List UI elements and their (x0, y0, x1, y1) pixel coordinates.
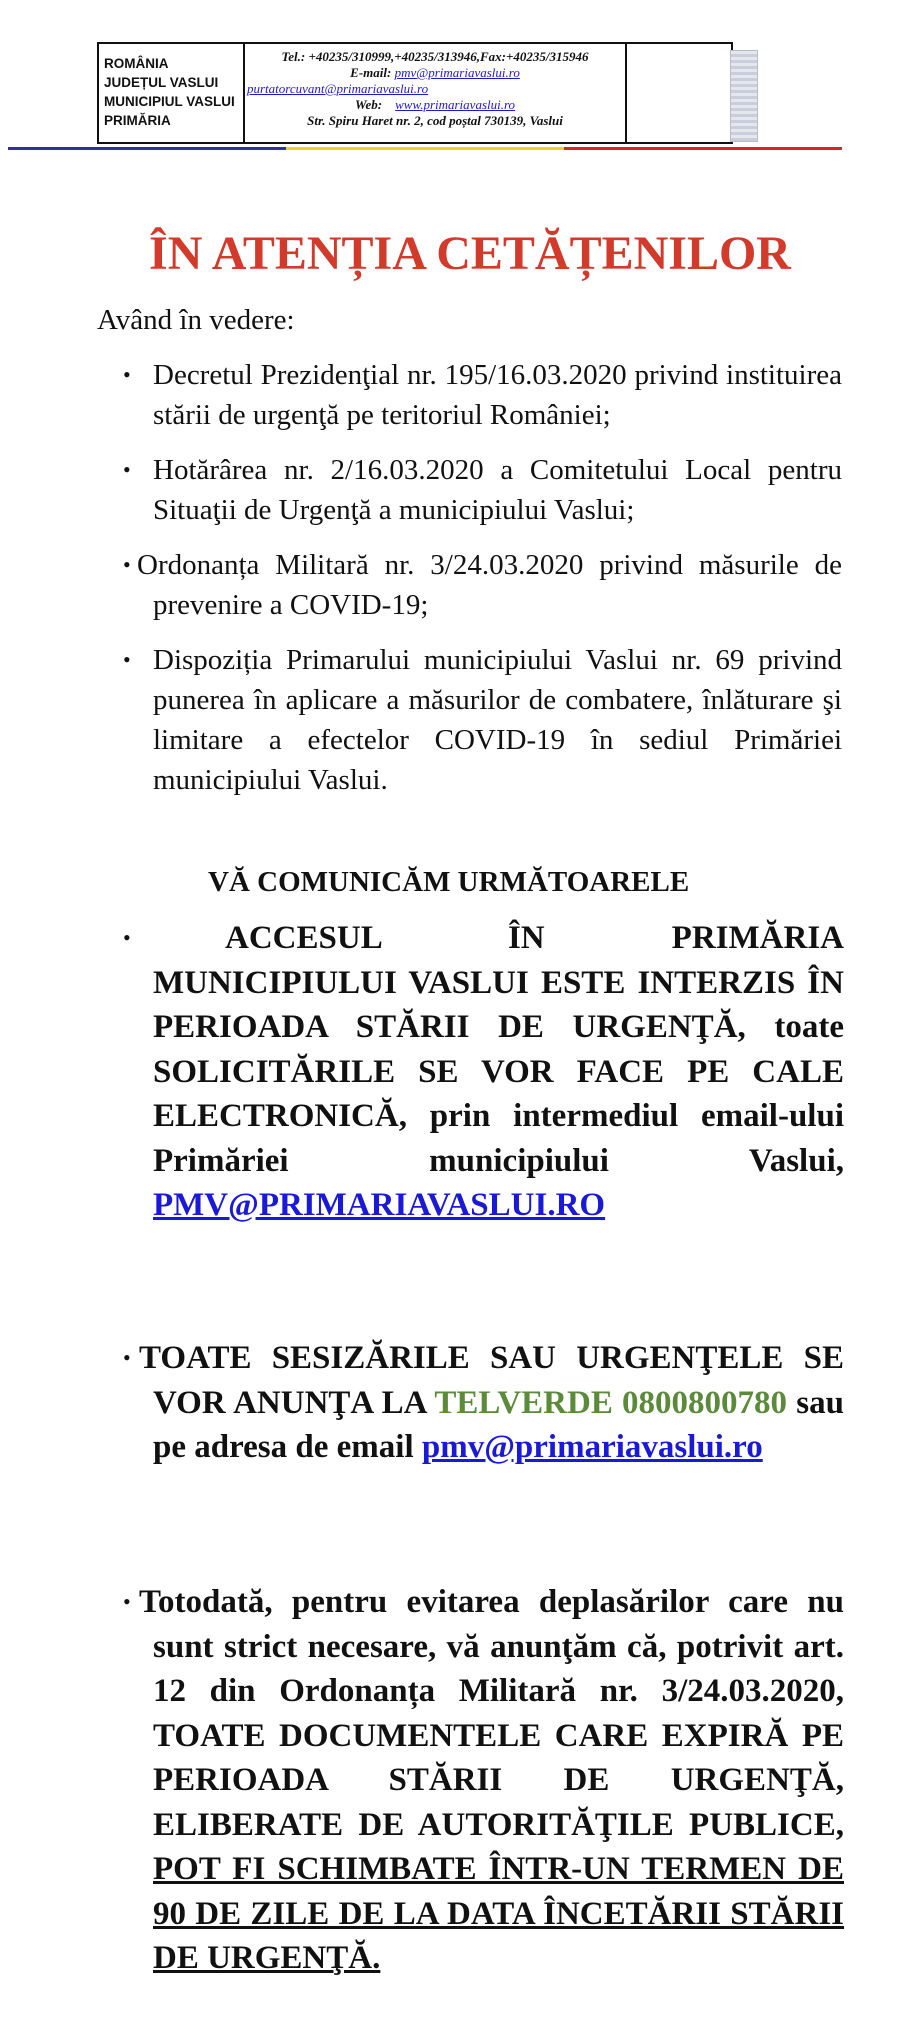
email-link[interactable]: pmv@primariavaslui.ro (394, 65, 520, 80)
email-label: E-mail: (350, 65, 392, 80)
intro-text: Având în vedere: (97, 304, 295, 336)
bullet-icon: • (123, 457, 131, 482)
documents-validity-underlined: POT FI SCHIMBATE ÎNTR-UN TERMEN DE 90 DE ZILE DE LA DATA ÎNCETĂRII STĂRII DE URGENŢĂ. (153, 1851, 844, 1976)
page-title: ÎN ATENȚIA CETĂȚENILOR (149, 227, 791, 280)
notice-emergencies: • TOATE SESIZĂRILE SAU URGENŢELE SE VOR ANUNŢA LA TELVERDE 0800800780 sau pe adresa de email pmv@primariavaslui.ro (0, 1336, 902, 1470)
section-heading: VĂ COMUNICĂM URMĂTOARELE (208, 866, 690, 898)
municipality-line: MUNICIPIUL VASLUI (104, 94, 235, 109)
considerations-list (0, 355, 902, 815)
bullet-icon: • (123, 1589, 131, 1614)
letterhead-empty-cell (627, 44, 731, 142)
phone-fax-line: Tel.: +40235/310999,+40235/313946,Fax:+40235/315946 (281, 49, 589, 64)
country-line: ROMÂNIA (104, 56, 169, 71)
bullet-icon: • (123, 1345, 131, 1370)
hotline-number[interactable]: TELVERDE 0800800780 (434, 1384, 788, 1421)
bullet-icon: • (123, 362, 131, 387)
web-line (245, 97, 625, 113)
list-item: • Ordonanța Militară nr. 3/24.03.2020 privind măsurile de prevenire a COVID-19; (0, 545, 902, 625)
notice-access-restriction: • ACCESUL ÎN PRIMĂRIA MUNICIPIULUI VASLUI ESTE INTERZIS ÎN PERIOADA STĂRII DE URGENŢĂ, toate SOLICITĂRILE SE VOR FACE PE CALE ELECTRONICĂ, prin intermediul email-ului Primăriei municipiului Vaslui, PMV@PRIMARIAVASLUI.RO (0, 916, 902, 1228)
email-line (245, 65, 625, 81)
county-line: JUDEȚUL VASLUI (104, 75, 219, 90)
list-item: • Decretul Prezidenţial nr. 195/16.03.2020 privind instituirea stării de urgenţă pe teritoriul României; (0, 355, 902, 435)
institution-block (99, 44, 245, 142)
list-item: • Dispoziția Primarului municipiului Vaslui nr. 69 privind punerea în aplicare a măsurilor de combatere, înlăturare şi limitare a efectelor COVID-19 în sediul Primăriei municipiului Vaslui. (0, 640, 902, 800)
letterhead (97, 42, 733, 144)
email-link-uppercase[interactable]: PMV@PRIMARIAVASLUI.RO (153, 1187, 606, 1223)
press-email-link[interactable]: purtatorcuvant@primariavaslui.ro (247, 81, 429, 96)
notice-documents-validity: • Totodată, pentru evitarea deplasărilor care nu sunt strict necesare, vă anunţăm că, potrivit art. 12 din Ordonanța Militară nr. 3/24.03.2020, TOATE DOCUMENTELE CARE EXPIRĂ PE PERIOADA STĂRII DE URGENŢĂ, ELIBERATE DE AUTORITĂŢILE PUBLICE, POT FI SCHIMBATE ÎNTR-UN TERMEN DE 90 DE ZILE DE LA DATA ÎNCETĂRII STĂRII DE URGENŢĂ. (0, 1580, 902, 1981)
web-link[interactable]: www.primariavaslui.ro (395, 97, 516, 112)
coat-of-arms-image (730, 50, 758, 142)
tricolor-divider (8, 147, 842, 150)
list-item: • Hotărârea nr. 2/16.03.2020 a Comitetului Local pentru Situaţii de Urgenţă a municipiului Vaslui; (0, 450, 902, 530)
bullet-icon: • (123, 647, 131, 672)
email-link[interactable]: pmv@primariavaslui.ro (421, 1429, 763, 1465)
address-line: Str. Spiru Haret nr. 2, cod poștal 730139, Vaslui (307, 113, 563, 128)
web-label: Web: (354, 97, 383, 112)
contact-block (245, 44, 627, 142)
city-hall-line: PRIMĂRIA (104, 113, 171, 128)
bullet-icon: • (123, 925, 131, 950)
press-email-line (245, 81, 625, 97)
bullet-icon: • (123, 552, 131, 577)
